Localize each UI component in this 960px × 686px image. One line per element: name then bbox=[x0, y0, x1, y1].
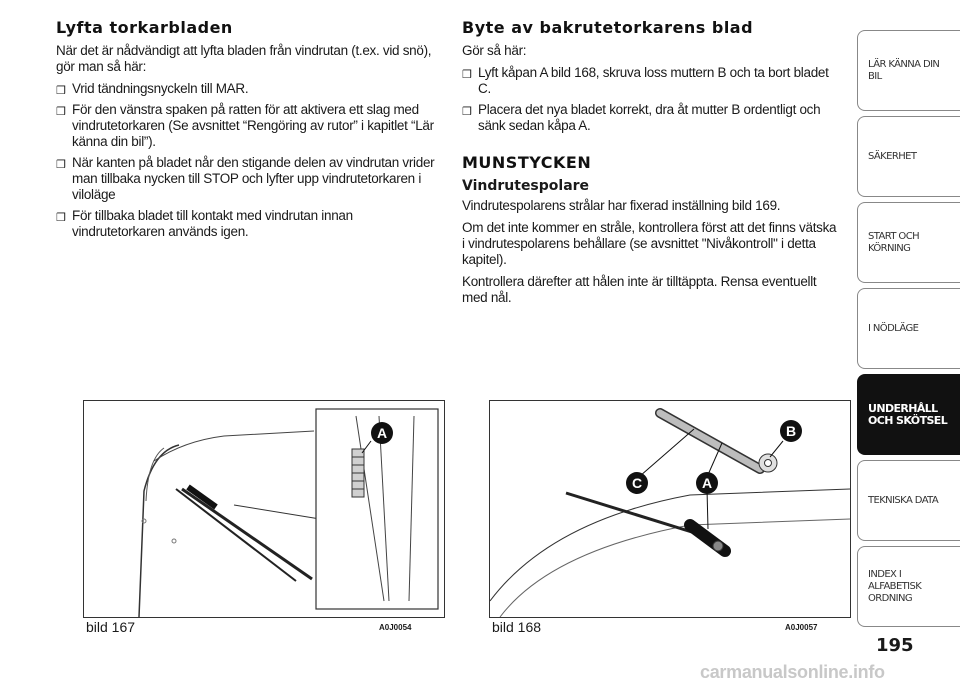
callout-a: A bbox=[701, 475, 713, 491]
intro-paragraph: Gör så här: bbox=[462, 43, 527, 58]
tab-sakerhet[interactable]: SÄKERHET bbox=[857, 116, 960, 197]
checkbox-bullet-icon: ❒ bbox=[56, 212, 66, 224]
paragraph: Kontrollera därefter att hålen inte är tilltäppta. Rensa eventuellt med nål. bbox=[462, 274, 817, 305]
tab-tekniska-data[interactable]: TEKNISKA DATA bbox=[857, 460, 960, 541]
figure-code: A0J0057 bbox=[785, 623, 818, 632]
tab-start-och-korning[interactable]: START OCH KÖRNING bbox=[857, 202, 960, 283]
bullet-item: ❒ När kanten på bladet når den stigande delen av vindrutan vrider man tillbaka nycken till STOP och lyfter upp vindrutetorkaren i viloläge bbox=[56, 155, 435, 202]
watermark: carmanualsonline.info bbox=[700, 662, 885, 682]
rear-wiper-illustration bbox=[490, 401, 850, 617]
figure-caption: bild 168 bbox=[492, 619, 542, 635]
callout-c: C bbox=[631, 475, 643, 491]
intro-paragraph: När det är nådvändigt att lyfta bladen från vindrutan (t.ex. vid snö), gör man så här: bbox=[56, 43, 432, 74]
figure-168-rear-wiper bbox=[489, 400, 851, 618]
checkbox-bullet-icon: ❒ bbox=[462, 69, 472, 81]
bullet-item: ❒ Placera det nya bladet korrekt, dra åt mutter B ordentligt och sänk sedan kåpa A. bbox=[462, 102, 821, 133]
bullet-item: ❒ För den vänstra spaken på ratten för att aktivera ett slag med vindrutetorkaren (Se avsnittet “Rengöring av rutor” i kapitlet “Lär känna din bil”). bbox=[56, 102, 434, 149]
paragraph: Vindrutespolarens strålar har fixerad inställning bild 169. bbox=[462, 198, 781, 213]
tab-underhall-och-skotsel[interactable]: UNDERHÅLL OCH SKÖTSEL bbox=[857, 374, 960, 455]
section-title-nozzles: MUNSTYCKEN bbox=[462, 153, 592, 172]
tab-index[interactable]: INDEX I ALFABETISK ORDNING bbox=[857, 546, 960, 627]
bullet-item: ❒ Lyft kåpan A bild 168, skruva loss muttern B och ta bort bladet C. bbox=[462, 65, 829, 96]
tab-lar-kanna-din-bil[interactable]: LÄR KÄNNA DIN BIL bbox=[857, 30, 960, 111]
wiper-illustration bbox=[84, 401, 444, 617]
bullet-item: ❒ För tillbaka bladet till kontakt med vindrutan innan vindrutetorkaren används igen. bbox=[56, 208, 353, 239]
callout-b: B bbox=[785, 423, 797, 439]
left-column bbox=[56, 18, 436, 245]
checkbox-bullet-icon: ❒ bbox=[462, 106, 472, 118]
right-column bbox=[462, 18, 842, 312]
bullet-item: ❒ Vrid tändningsnyckeln till MAR. bbox=[56, 81, 249, 97]
section-title-lift-wipers: Lyfta torkarbladen bbox=[56, 18, 233, 37]
paragraph: Om det inte kommer en stråle, kontrollera först att det finns vätska i vindrutespolarens behållare (se avsnittet "Nivåkontroll" i detta kapitel). bbox=[462, 220, 837, 267]
callout-a: A bbox=[376, 425, 388, 441]
figure-code: A0J0054 bbox=[379, 623, 412, 632]
checkbox-bullet-icon: ❒ bbox=[56, 85, 66, 97]
figure-167-windscreen-wiper bbox=[83, 400, 445, 618]
figure-caption: bild 167 bbox=[86, 619, 136, 635]
tab-i-nodlage[interactable]: I NÖDLÄGE bbox=[857, 288, 960, 369]
section-title-rear-wiper: Byte av bakrutetorkarens blad bbox=[462, 18, 754, 37]
subheading-washer: Vindrutespolare bbox=[462, 178, 590, 194]
page-number: 195 bbox=[876, 635, 914, 656]
chapter-tabs bbox=[857, 30, 960, 632]
checkbox-bullet-icon: ❒ bbox=[56, 106, 66, 118]
checkbox-bullet-icon: ❒ bbox=[56, 159, 66, 171]
